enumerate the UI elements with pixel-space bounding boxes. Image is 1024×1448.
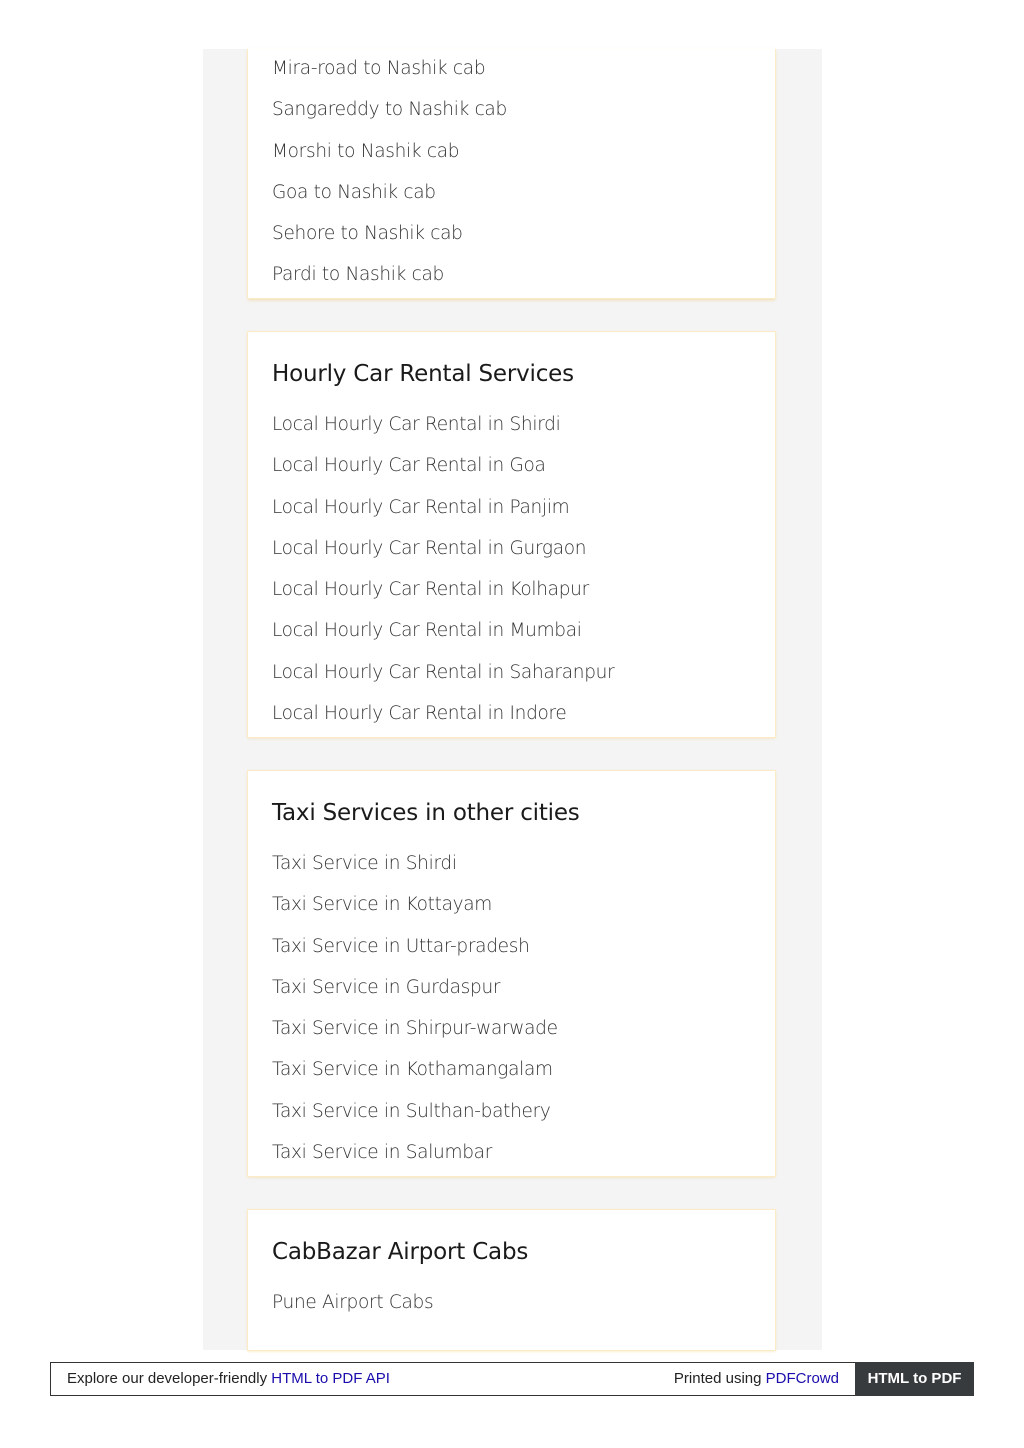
nashik-routes-list [272,57,759,286]
footer-printed-text: Printed using [673,1370,766,1387]
route-link-morshi[interactable]: Morshi to Nashik cab [272,140,460,162]
hourly-rental-link-panjim[interactable]: Local Hourly Car Rental in Panjim [272,496,570,518]
taxi-link-salumbar[interactable]: Taxi Service in Salumbar [272,1142,492,1164]
route-link-mira-road[interactable]: Mira-road to Nashik cab [272,58,486,79]
route-link-goa[interactable]: Goa to Nashik cab [272,181,436,203]
footer-printed-using [674,1363,839,1395]
taxi-services-title: Taxi Services in other cities [272,800,580,826]
footer-promo [67,1363,390,1395]
hourly-rental-card [248,332,775,737]
nashik-routes-card [248,49,775,298]
taxi-link-kothamangalam[interactable]: Taxi Service in Kothamangalam [272,1059,553,1081]
airport-cab-link-pune[interactable]: Pune Airport Cabs [272,1292,434,1313]
hourly-rental-link-indore[interactable]: Local Hourly Car Rental in Indore [272,703,567,725]
html-to-pdf-api-link[interactable]: HTML to PDF API [271,1370,390,1387]
taxi-services-list [272,852,759,1164]
pdfcrowd-link[interactable]: PDFCrowd [765,1370,839,1387]
hourly-rental-list [272,413,759,725]
taxi-link-kottayam[interactable]: Taxi Service in Kottayam [272,894,493,916]
hourly-rental-link-gurgaon[interactable]: Local Hourly Car Rental in Gurgaon [272,537,587,559]
html-to-pdf-badge[interactable]: HTML to PDF [855,1362,974,1396]
taxi-link-shirpur-warwade[interactable]: Taxi Service in Shirpur-warwade [272,1018,558,1040]
taxi-link-shirdi[interactable]: Taxi Service in Shirdi [272,853,457,874]
airport-cabs-list [272,1291,759,1341]
hourly-rental-link-shirdi[interactable]: Local Hourly Car Rental in Shirdi [272,414,561,435]
taxi-services-card [248,771,775,1176]
hourly-rental-link-saharanpur[interactable]: Local Hourly Car Rental in Saharanpur [272,661,615,683]
route-link-sehore[interactable]: Sehore to Nashik cab [272,223,463,245]
airport-cabs-title: CabBazar Airport Cabs [272,1239,529,1265]
taxi-link-sulthan-bathery[interactable]: Taxi Service in Sulthan-bathery [272,1100,551,1122]
taxi-link-gurdaspur[interactable]: Taxi Service in Gurdaspur [272,976,501,998]
hourly-rental-title: Hourly Car Rental Services [272,361,574,387]
airport-cabs-card [248,1210,775,1350]
hourly-rental-link-kolhapur[interactable]: Local Hourly Car Rental in Kolhapur [272,579,589,601]
footer-promo-text: Explore our developer-friendly [67,1370,272,1387]
hourly-rental-link-goa[interactable]: Local Hourly Car Rental in Goa [272,455,546,477]
hourly-rental-link-mumbai[interactable]: Local Hourly Car Rental in Mumbai [272,620,582,642]
taxi-link-uttar-pradesh[interactable]: Taxi Service in Uttar-pradesh [272,935,530,957]
pdfcrowd-footer [50,1362,974,1396]
route-link-sangareddy[interactable]: Sangareddy to Nashik cab [272,99,507,121]
route-link-pardi[interactable]: Pardi to Nashik cab [272,264,444,286]
